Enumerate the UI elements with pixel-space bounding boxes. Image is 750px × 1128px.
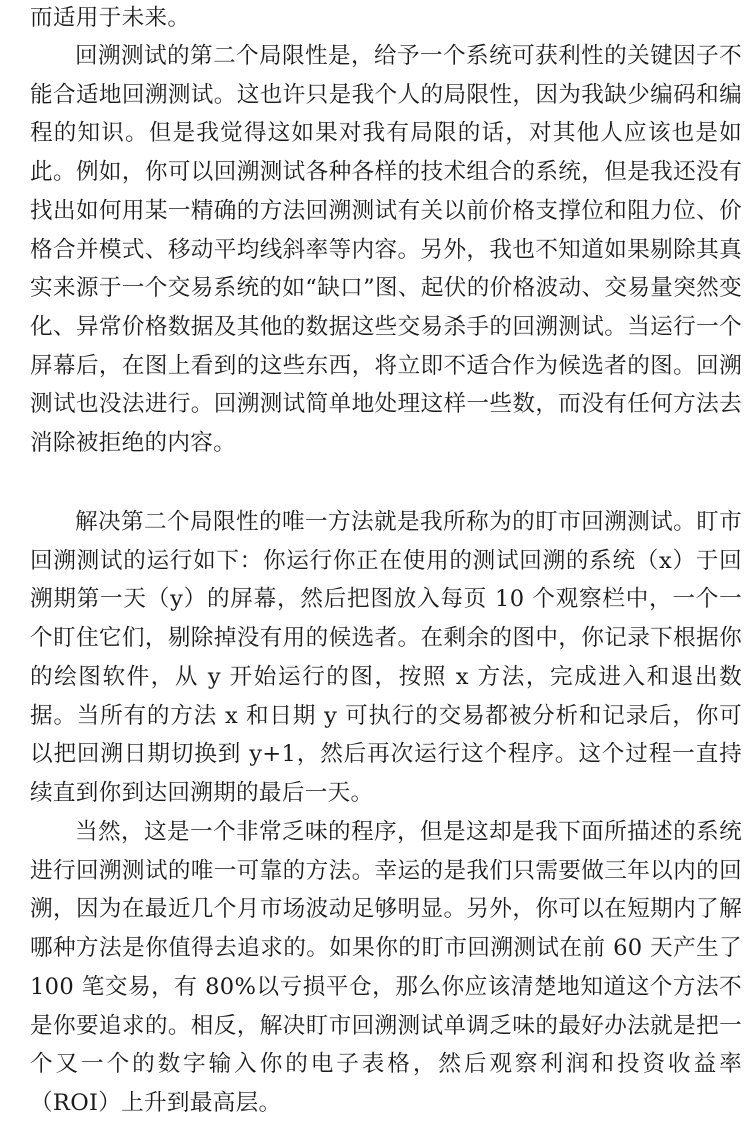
paragraph-continuation: 而适用于未来。 bbox=[30, 5, 191, 31]
paragraph-mark-to-market-backtest: 解决第二个局限性的唯一方法就是我所称为的盯市回溯测试。盯市回溯测试的运行如下：你运行你正在使用的测试回溯的系统（x）于回溯期第一天（y）的屏幕，然后把图放入每页 10 个观察栏中，一个一个盯住它们，剔除掉没有用的候选者。在剩余的图中，你记录下根据你的绘图软件，从 y 开始运行的图，按照 x 方法，完成进入和退出数据。当所有的方法 x 和日期 y 可执行的交易都被分析和记录后，你可以把回溯日期切换到 y+1，然后再次运行这个程序。这个过程一直持续直到你到达回溯期的最后一天。 bbox=[30, 509, 742, 806]
document-page bbox=[30, 0, 742, 1128]
paragraph-second-limitation: 回溯测试的第二个局限性是，给予一个系统可获利性的关键因子不能合适地回溯测试。这也许只是我个人的局限性，因为我缺少编码和编程的知识。但是我觉得这如果对我有局限的话，对其他人应该也是如此。例如，你可以回溯测试各种各样的技术组合的系统，但是我还没有找出如何用某一精确的方法回溯测试有关以前价格支撑位和阻力位、价格合并模式、移动平均线斜率等内容。另外，我也不知道如果剔除其真实来源于一个交易系统的如“缺口”图、起伏的价格波动、交易量突然变化、异常价格数据及其他的数据这些交易杀手的回溯测试。当运行一个屏幕后，在图上看到的这些东西，将立即不适合作为候选者的图。回溯测试也没法进行。回溯测试简单地处理这样一些数，而没有任何方法去消除被拒绝的内容。 bbox=[30, 43, 742, 457]
paragraph-tedious-procedure: 当然，这是一个非常乏味的程序，但是这却是我下面所描述的系统进行回溯测试的唯一可靠的方法。幸运的是我们只需要做三年以内的回溯，因为在最近几个月市场波动足够明显。另外，你可以在短期内了解哪种方法是你值得去追求的。如果你的盯市回溯测试在前 60 天产生了 100 笔交易，有 80%以亏损平仓，那么你应该清楚地知道这个方法不是你要追求的。相反，解决盯市回溯测试单调乏味的最好办法就是把一个又一个的数字输入你的电子表格，然后观察利润和投资收益率（ROI）上升到最高层。 bbox=[30, 819, 742, 1116]
